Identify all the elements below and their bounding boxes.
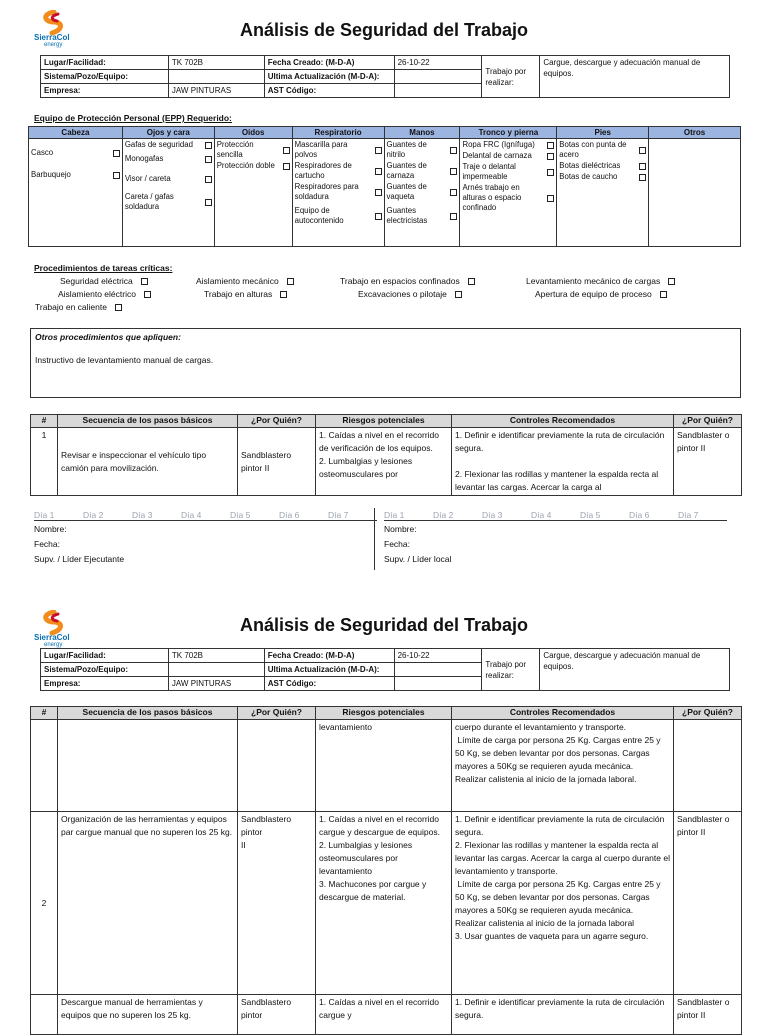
checkbox[interactable] xyxy=(668,278,675,285)
checkbox[interactable] xyxy=(450,147,457,154)
epp-otros-cell xyxy=(649,139,741,247)
fecha-creado-value: 26-10-22 xyxy=(394,649,482,663)
checkbox[interactable] xyxy=(639,147,646,154)
procedure-item: Aislamiento eléctrico xyxy=(58,289,151,299)
signature-divider xyxy=(374,508,375,570)
checkbox[interactable] xyxy=(205,176,212,183)
procedure-item: Levantamiento mecánico de cargas xyxy=(526,276,675,286)
logo-text: SierraCol xyxy=(34,33,70,42)
role-label: Supv. / Líder Ejecutante xyxy=(34,554,125,564)
step-controles: 1. Definir e identificar previamente la ruta de circulación segura. xyxy=(452,995,674,1035)
epp-item: Equipo de autocontenido xyxy=(294,206,344,225)
days-left xyxy=(34,510,377,521)
ast-value xyxy=(394,84,482,98)
trabajo-value: Cargue, descargue y adecuación manual de equipos. xyxy=(540,56,730,98)
checkbox[interactable] xyxy=(280,291,287,298)
checkbox[interactable] xyxy=(375,189,382,196)
epp-cabeza-cell xyxy=(29,139,123,247)
epp-oidos-cell xyxy=(214,139,292,247)
otros-value: Instructivo de levantamiento manual de cargas. xyxy=(35,355,214,365)
page-title: Análisis de Seguridad del Trabajo xyxy=(239,615,529,635)
day-label: Día 2 xyxy=(83,510,132,521)
day-label: Día 6 xyxy=(629,510,678,521)
checkbox[interactable] xyxy=(468,278,475,285)
epp-item: Guantes de vaqueta xyxy=(386,182,427,201)
step-seq xyxy=(58,720,238,812)
sistema-value xyxy=(168,70,264,84)
procedure-item: Trabajo en caliente xyxy=(35,302,122,312)
checkbox[interactable] xyxy=(639,174,646,181)
checkbox[interactable] xyxy=(375,213,382,220)
page-2 xyxy=(0,600,768,1024)
epp-table xyxy=(28,126,741,247)
col-num: # xyxy=(31,707,58,720)
sistema-label: Sistema/Pozo/Equipo: xyxy=(41,70,169,84)
trabajo-value: Cargue, descargue y adecuación manual de equipos. xyxy=(540,649,730,691)
signature-right xyxy=(384,522,451,567)
ultima-label: Ultima Actualización (M-D-A): xyxy=(264,663,394,677)
epp-item: Protección doble xyxy=(216,161,275,170)
trabajo-label: Trabajo por realizar: xyxy=(482,649,540,691)
epp-item: Casco xyxy=(31,148,54,157)
epp-item: Botas con punta de acero xyxy=(559,140,627,159)
epp-pies-cell xyxy=(557,139,649,247)
fecha-label: Fecha: xyxy=(34,539,60,549)
epp-item: Guantes de carnaza xyxy=(386,161,427,180)
procedure-item: Trabajo en espacios confinados xyxy=(340,276,475,286)
trabajo-label: Trabajo por realizar: xyxy=(482,56,540,98)
epp-item: Gafas de seguridad xyxy=(124,140,193,149)
col-por-quien-2: ¿Por Quién? xyxy=(674,415,742,428)
procedure-item: Aislamiento mecánico xyxy=(196,276,294,286)
checkbox[interactable] xyxy=(141,278,148,285)
sistema-label: Sistema/Pozo/Equipo: xyxy=(41,663,169,677)
steps-table-page1 xyxy=(30,414,742,496)
step-por xyxy=(238,720,316,812)
checkbox[interactable] xyxy=(113,172,120,179)
day-label: Día 7 xyxy=(678,510,727,521)
empresa-label: Empresa: xyxy=(41,677,169,691)
days-right xyxy=(384,510,727,521)
header-table xyxy=(40,55,730,98)
epp-item: Monogafas xyxy=(124,154,164,163)
epp-item: Respiradores de cartucho xyxy=(294,161,352,180)
lugar-value: TK 702B xyxy=(168,649,264,663)
step-seq: Revisar e inspeccionar el vehículo tipo camión para movilización. xyxy=(58,428,238,496)
empresa-value: JAW PINTURAS xyxy=(168,677,264,691)
logo-subtext: energy xyxy=(44,642,63,648)
header-table xyxy=(40,648,730,691)
procedures-title: Procedimientos de tareas críticas: xyxy=(34,263,173,273)
step-num xyxy=(31,720,58,812)
checkbox[interactable] xyxy=(450,168,457,175)
col-riesgos: Riesgos potenciales xyxy=(316,415,452,428)
step-por: Sandblastero pintor II xyxy=(238,812,316,995)
lugar-label: Lugar/Facilidad: xyxy=(41,56,169,70)
checkbox[interactable] xyxy=(450,213,457,220)
checkbox[interactable] xyxy=(283,163,290,170)
step-num: 2 xyxy=(31,812,58,995)
procedure-item: Seguridad eléctrica xyxy=(60,276,148,286)
step-riesgos: 1. Caídas a nivel en el recorrido de verificación de los equipos. 2. Lumbalgias y lesiones osteomusculares por xyxy=(316,428,452,496)
col-secuencia: Secuencia de los pasos básicos xyxy=(58,415,238,428)
checkbox[interactable] xyxy=(547,142,554,149)
day-label: Día 2 xyxy=(433,510,482,521)
day-label: Día 1 xyxy=(384,510,433,521)
col-secuencia: Secuencia de los pasos básicos xyxy=(58,707,238,720)
epp-item: Botas de caucho xyxy=(559,172,618,181)
day-label: Día 5 xyxy=(580,510,629,521)
checkbox[interactable] xyxy=(287,278,294,285)
checkbox[interactable] xyxy=(205,142,212,149)
otros-label: Otros procedimientos que apliquen: xyxy=(35,332,181,342)
epp-col-ojos: Ojos y cara xyxy=(122,127,214,139)
step-por: Sandblastero pintor II xyxy=(238,428,316,496)
checkbox[interactable] xyxy=(547,153,554,160)
table-row xyxy=(31,720,742,812)
checkbox[interactable] xyxy=(375,147,382,154)
checkbox[interactable] xyxy=(205,199,212,206)
epp-item: Delantal de carnaza xyxy=(462,151,532,160)
col-por-quien: ¿Por Quién? xyxy=(238,707,316,720)
epp-manos-cell xyxy=(384,139,460,247)
col-por-quien: ¿Por Quién? xyxy=(238,415,316,428)
step-seq: Organización de las herramientas y equipos par cargue manual que no superen los 25 kg. xyxy=(58,812,238,995)
epp-col-respiratorio: Respiratorio xyxy=(292,127,384,139)
logo-text: SierraCol xyxy=(34,633,70,642)
checkbox[interactable] xyxy=(113,150,120,157)
col-por-quien-2: ¿Por Quién? xyxy=(674,707,742,720)
epp-col-otros: Otros xyxy=(649,127,741,139)
step-por2 xyxy=(674,720,742,812)
checkbox[interactable] xyxy=(450,189,457,196)
epp-col-tronco: Tronco y pierna xyxy=(460,127,557,139)
step-riesgos: levantamiento xyxy=(316,720,452,812)
checkbox[interactable] xyxy=(283,147,290,154)
checkbox[interactable] xyxy=(639,163,646,170)
ast-label: AST Código: xyxy=(264,84,394,98)
step-seq: Descargue manual de herramientas y equipos que no superen los 25 kg. xyxy=(58,995,238,1035)
procedure-item: Apertura de equipo de proceso xyxy=(535,289,667,299)
step-por2: Sandblaster o pintor II xyxy=(674,995,742,1035)
day-label: Día 4 xyxy=(531,510,580,521)
day-label: Día 3 xyxy=(132,510,181,521)
step-riesgos: 1. Caídas a nivel en el recorrido cargue y xyxy=(316,995,452,1035)
fecha-creado-label: Fecha Creado: (M-D-A) xyxy=(264,649,394,663)
step-por2: Sandblaster o pintor II xyxy=(674,812,742,995)
epp-col-pies: Pies xyxy=(557,127,649,139)
step-por: Sandblastero pintor xyxy=(238,995,316,1035)
checkbox[interactable] xyxy=(115,304,122,311)
epp-item: Respiradores para soldadura xyxy=(294,182,359,201)
epp-item: Careta / gafas soldadura xyxy=(124,192,174,211)
ultima-label: Ultima Actualización (M-D-A): xyxy=(264,70,394,84)
nombre-label: Nombre: xyxy=(384,524,417,534)
checkbox[interactable] xyxy=(375,168,382,175)
col-riesgos: Riesgos potenciales xyxy=(316,707,452,720)
step-por2: Sandblaster o pintor II xyxy=(674,428,742,496)
table-row xyxy=(31,812,742,995)
role-label: Supv. / Líder local xyxy=(384,554,452,564)
day-label: Día 3 xyxy=(482,510,531,521)
epp-col-cabeza: Cabeza xyxy=(29,127,123,139)
fecha-creado-label: Fecha Creado: (M-D-A) xyxy=(264,56,394,70)
logo-subtext: energy xyxy=(44,42,63,48)
signature-left xyxy=(34,522,124,567)
epp-item: Protección sencilla xyxy=(216,140,254,159)
empresa-label: Empresa: xyxy=(41,84,169,98)
sistema-value xyxy=(168,663,264,677)
day-label: Día 1 xyxy=(34,510,83,521)
epp-tronco-cell xyxy=(460,139,557,247)
col-controles: Controles Recomendados xyxy=(452,707,674,720)
epp-item: Ropa FRC (Ignífuga) xyxy=(462,140,535,149)
fecha-label: Fecha: xyxy=(384,539,410,549)
col-num: # xyxy=(31,415,58,428)
epp-item: Arnés trabajo en alturas o espacio confinado xyxy=(462,183,522,212)
step-controles: 1. Definir e identificar previamente la ruta de circulación segura. 2. Flexionar las rodillas y mantener la espalda recta al levantar las cargas. Acercar la carga al xyxy=(452,428,674,496)
ast-label: AST Código: xyxy=(264,677,394,691)
day-label: Día 5 xyxy=(230,510,279,521)
step-riesgos: 1. Caídas a nivel en el recorrido cargue y descargue de equipos. 2. Lumbalgias y lesiones osteomusculares por levantamiento 3. Machucones por cargue y descargue de material. xyxy=(316,812,452,995)
lugar-value: TK 702B xyxy=(168,56,264,70)
col-controles: Controles Recomendados xyxy=(452,415,674,428)
epp-item: Barbuquejo xyxy=(31,170,71,179)
epp-respiratorio-cell xyxy=(292,139,384,247)
epp-item: Mascarilla para polvos xyxy=(294,140,348,159)
page-title: Análisis de Seguridad del Trabajo xyxy=(239,20,529,40)
ultima-value xyxy=(394,70,482,84)
table-row xyxy=(31,428,742,496)
empresa-value: JAW PINTURAS xyxy=(168,84,264,98)
checkbox[interactable] xyxy=(547,195,554,202)
epp-col-manos: Manos xyxy=(384,127,460,139)
table-row xyxy=(31,995,742,1035)
step-controles: 1. Definir e identificar previamente la ruta de circulación segura. 2. Flexionar las rodillas y mantener la espalda recta al levantar las cargas. Acercar la carga al cuerpo durante el levantamiento y transporte. Límite de carga por persona 25 Kg. Cargas entre 25 y 50 Kg, se deben levantar por dos personas. Cargas mayores a 50Kg se requieren ayuda mecánica. Realizar calistenia al inicio de la jornada laboral 3. Usar guantes de vaqueta para un agarre seguro. xyxy=(452,812,674,995)
day-label: Día 4 xyxy=(181,510,230,521)
procedure-item: Trabajo en alturas xyxy=(204,289,287,299)
ast-value xyxy=(394,677,482,691)
checkbox[interactable] xyxy=(205,156,212,163)
otros-procedimientos-box xyxy=(30,328,741,398)
fecha-creado-value: 26-10-22 xyxy=(394,56,482,70)
checkbox[interactable] xyxy=(547,169,554,176)
epp-ojos-cell xyxy=(122,139,214,247)
steps-table-page2 xyxy=(30,706,742,1035)
day-label: Día 7 xyxy=(328,510,377,521)
step-controles: cuerpo durante el levantamiento y transporte. Límite de carga por persona 25 Kg. Cargas entre 25 y 50 Kg, se deben levantar por dos personas. Cargas mayores a 50Kg se requieren ayuda mecánica. Realizar calistenia al inicio de la jornada laboral. xyxy=(452,720,674,812)
epp-title: Equipo de Protección Personal (EPP) Requerido: xyxy=(34,113,232,123)
ultima-value xyxy=(394,663,482,677)
procedure-item: Excavaciones o pilotaje xyxy=(358,289,462,299)
checkbox[interactable] xyxy=(455,291,462,298)
nombre-label: Nombre: xyxy=(34,524,67,534)
lugar-label: Lugar/Facilidad: xyxy=(41,649,169,663)
epp-col-oidos: Oídos xyxy=(214,127,292,139)
epp-item: Guantes de nitrilo xyxy=(386,140,427,159)
epp-item: Visor / careta xyxy=(124,174,171,183)
step-num: 1 xyxy=(31,428,58,496)
epp-item: Traje o delantal impermeable xyxy=(462,162,516,181)
day-label: Día 6 xyxy=(279,510,328,521)
epp-item: Guantes electricistas xyxy=(386,206,428,225)
checkbox[interactable] xyxy=(660,291,667,298)
checkbox[interactable] xyxy=(144,291,151,298)
step-num xyxy=(31,995,58,1035)
epp-item: Botas dieléctricas xyxy=(559,161,621,170)
